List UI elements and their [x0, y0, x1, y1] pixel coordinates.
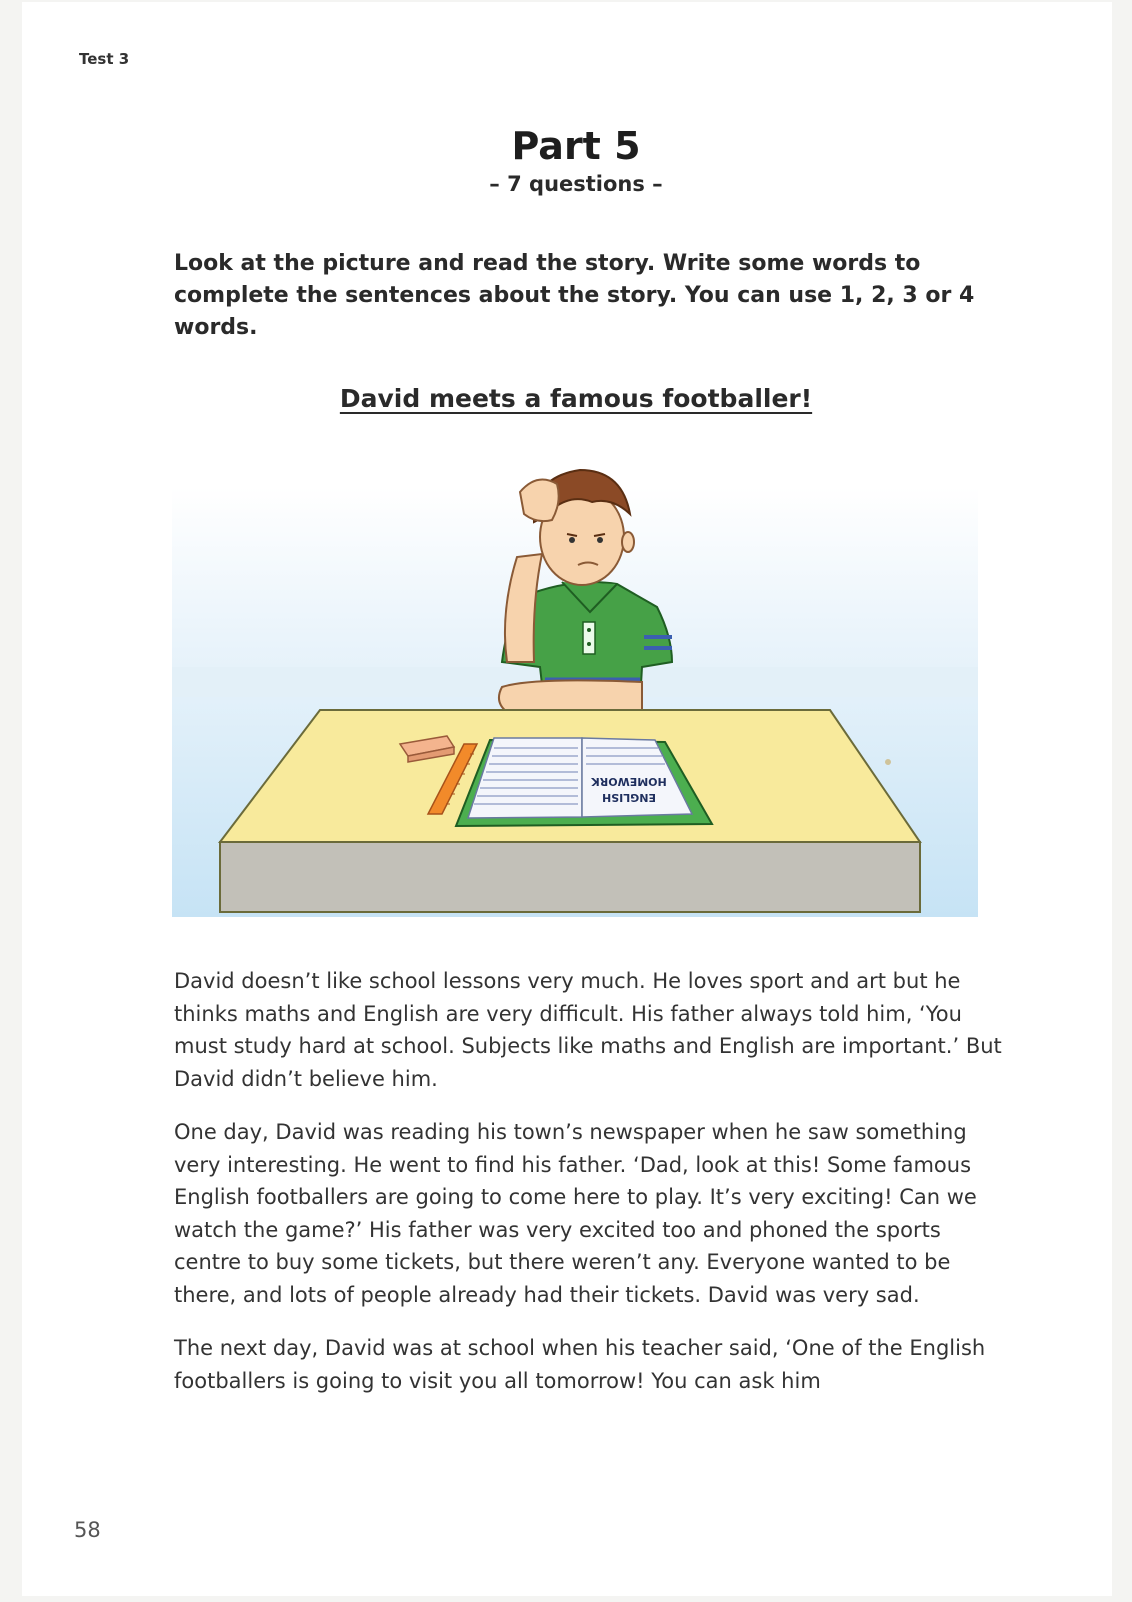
book-label-line2: HOMEWORK — [591, 775, 667, 788]
worksheet-page — [22, 2, 1112, 1596]
desk-front — [220, 842, 920, 912]
story-paragraph-3: The next day, David was at school when his teacher said, ‘One of the English footballers is going to visit you all tomorrow! You can ask him — [174, 1336, 986, 1393]
story-paragraph-1: David doesn’t like school lessons very much. He loves sport and art but he thinks maths and English are very difficult. His father always told him, ‘You must study hard at school. Subjects like maths and English are important.’ But David didn’t believe him. — [174, 969, 1002, 1091]
story-text — [174, 965, 1004, 1418]
story-paragraph-2: One day, David was reading his town’s newspaper when he saw something very interesting. He went to find his father. ‘Dad, look at this! Some famous English footballers are going to come here to play. It’s very exciting! Can we watch the game?’ His father was very excited too and phoned the sports centre to buy some tickets, but there weren’t any. Everyone wanted to be there, and lots of people already had their tickets. David was very sad. — [174, 1120, 977, 1307]
page-number: 58 — [74, 1518, 101, 1542]
instructions: Look at the picture and read the story. Write some words to complete the sentences about the story. You can use 1, 2, 3 or 4 words. — [174, 251, 975, 340]
book-label-line1: ENGLISH — [602, 791, 656, 804]
illustration-svg — [172, 462, 980, 942]
story-illustration — [172, 462, 980, 942]
part-title: Part 5 — [511, 124, 641, 168]
story-title: David meets a famous footballer! — [339, 384, 813, 413]
crumb — [885, 759, 891, 765]
part-subtitle: – 7 questions – — [489, 172, 663, 196]
test-label: Test 3 — [79, 50, 130, 68]
